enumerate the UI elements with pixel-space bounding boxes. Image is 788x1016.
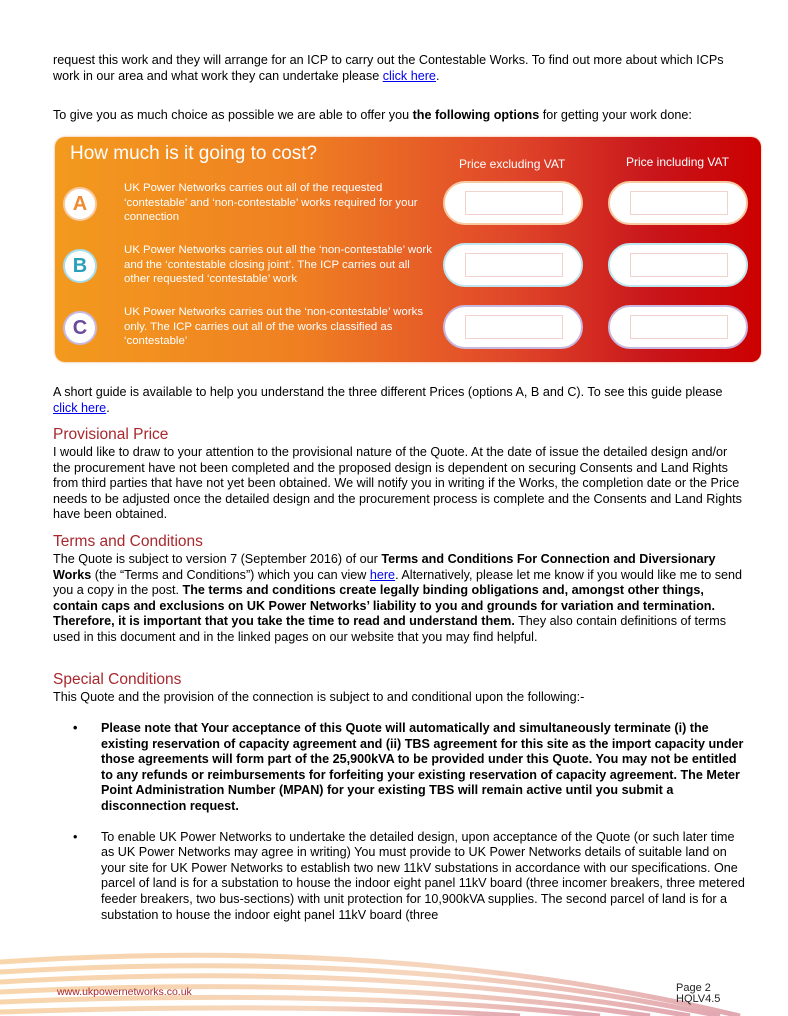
option-b-price-incl (608, 243, 748, 287)
provisional-price-body: I would like to draw to your attention to the provisional nature of the Quote. At the date of issue the detailed design and/or the procurement have not been completed and the proposed design is dependent on securing Consents and Land Rights from third parties that have not yet been obtained. We will notify you in writing if the Works, the completion date or the Price needs to be adjusted once the detailed design and the procurement process is complete and the Consents and Land Rights have been obtained. (53, 445, 742, 522)
option-a-price-excl (443, 181, 583, 225)
footer-website: www.ukpowernetworks.co.uk (57, 986, 192, 998)
page-number: Page 2 (676, 982, 711, 994)
icp-click-here-link[interactable]: click here (382, 68, 436, 83)
terms-here-link[interactable]: here (369, 567, 396, 582)
list-item: • Please note that Your acceptance of this Quote will automatically and simultaneously terminate (i) the existing reservation of capacity agreement and (ii) TBS agreement for this site as the import capacity under those agreements will form part of the 25,900kVA to be provided under this Quote. You may not be entitled to any refunds or reimbursements for forfeiting your existing reservation of capacity agreement. The Meter Point Administration Number (MPAN) for your existing TBS will remain active until you submit a disconnection request. (73, 721, 744, 813)
option-b-text: UK Power Networks carries out all the ‘non-contestable’ work and the ‘contestable closing joint’. The ICP carries out all other requested ‘contestable’ work (124, 244, 432, 286)
terms-body: The Quote is subject to version 7 (September 2016) of our Terms and Conditions For Connection and Diversionary Works (the “Terms and Conditions”) which you can view here. Alternatively, please let me know if you would like me to send you a copy in the post. The terms and conditions create legally binding obligations and, amongst other things, contain caps and exclusions on UK Power Networks’ liability to you and grounds for variation and termination. Therefore, it is important that you take the time to read and understand them. They also contain definitions of terms used in this document and in the linked pages on our website that you may find helpful. (53, 552, 743, 644)
option-a (63, 181, 423, 241)
option-c-price-incl (608, 305, 748, 349)
option-c-badge: C (63, 311, 97, 345)
cost-options-panel (55, 137, 761, 362)
col-header-excl-vat: Price excluding VAT (459, 157, 566, 171)
special-conditions-heading: Special Conditions (53, 671, 182, 688)
bullet-icon: • (73, 721, 78, 735)
option-c-text: UK Power Networks carries out the ‘non-contestable’ works only. The ICP carries out all of the works classified as ‘contestable’ (124, 306, 424, 348)
option-b (63, 243, 432, 303)
cost-panel-title: How much is it going to cost? (70, 143, 318, 164)
special-conditions-intro: This Quote and the provision of the connection is subject to and conditional upon the following:- (53, 690, 585, 704)
option-b-price-excl (443, 243, 583, 287)
intro-paragraph: request this work and they will arrange for an ICP to carry out the Contestable Works. To find out more about which ICPs work in our area and what work they can undertake please click here. (53, 53, 724, 83)
option-a-price-incl (608, 181, 748, 225)
terms-heading: Terms and Conditions (53, 533, 203, 550)
document-version: HQLV4.5 (676, 993, 721, 1005)
list-item: • To enable UK Power Networks to undertake the detailed design, upon acceptance of the Quote (or such later time as UK Power Networks may agree in writing) You must provide to UK Power Networks details of suitable land on your site for UK Power Networks to establish two new 11kV substations in accordance with our specifications. One parcel of land is for a substation to house the indoor eight panel 11kV board (three incomer breakers, three metered feeder breakers, two bus-sections) with unit protection for 10,900kVA supplies. The second parcel of land is for a substation to house the indoor eight panel 11kV board (three (73, 829, 745, 922)
col-header-incl-vat: Price including VAT (626, 155, 729, 169)
guide-click-here-link[interactable]: click here (53, 400, 107, 415)
option-c-price-excl (443, 305, 583, 349)
option-a-badge: A (63, 187, 97, 221)
option-a-text: UK Power Networks carries out all of the requested ‘contestable’ and ‘non-contestable’ works required for your connection (124, 182, 418, 224)
footer-swoosh-graphic (0, 940, 788, 1016)
bullet-icon: • (73, 829, 78, 844)
options-intro: To give you as much choice as possible we are able to offer you the following options for getting your work done: (53, 108, 692, 122)
special-conditions-list (53, 721, 747, 923)
provisional-price-heading: Provisional Price (53, 426, 169, 443)
option-c (63, 305, 423, 365)
guide-paragraph: A short guide is available to help you understand the three different Prices (options A, B and C). To see this guide please click here. (53, 385, 723, 415)
footer-page-info (676, 983, 720, 1005)
option-b-badge: B (63, 249, 97, 283)
